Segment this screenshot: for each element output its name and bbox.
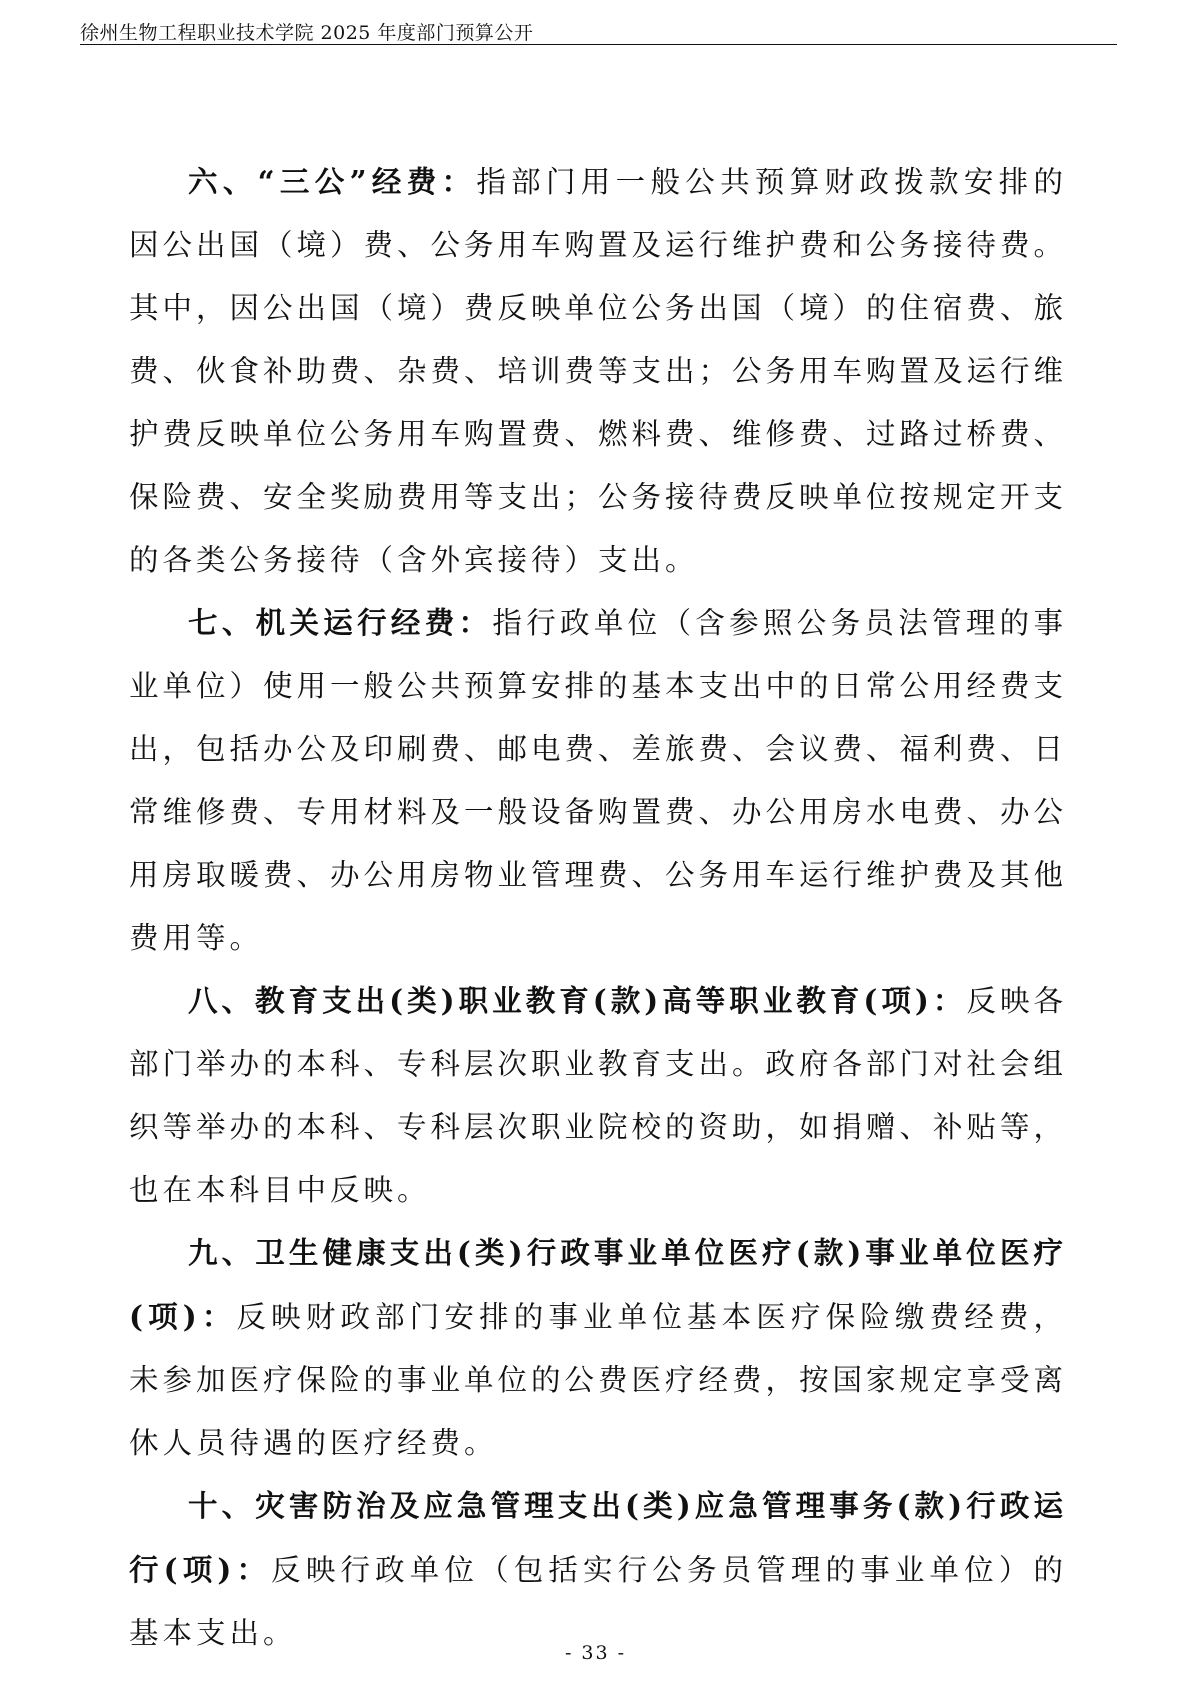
term-heading: 八、教育支出(类)职业教育(款)高等职业教育(项)： <box>188 983 967 1018</box>
paragraph-institution-medical <box>129 1221 1067 1475</box>
paragraph-agency-operating-funds <box>129 591 1067 970</box>
term-definition: 反映各部门举办的本科、专科层次职业教育支出。政府各部门对社会组织等举办的本科、专科层次职业院校的资助，如捐赠、补贴等，也在本科目中反映。 <box>129 984 1068 1207</box>
term-heading: 十、灾害防治及应急管理支出(类)应急管理事务(款)行政运行(项)： <box>129 1488 1067 1587</box>
term-definition: 指部门用一般公共预算财政拨款安排的因公出国（境）费、公务用车购置及运行维护费和公务接待费。其中，因公出国（境）费反映单位公务出国（境）的住宿费、旅费、伙食补助费、杂费、培训费等支出；公务用车购置及运行维护费反映单位公务用车购置费、燃料费、维修费、过路过桥费、保险费、安全奖励费用等支出；公务接待费反映单位按规定开支的各类公务接待（含外宾接待）支出。 <box>129 165 1068 577</box>
paragraph-higher-vocational-education <box>129 969 1067 1222</box>
term-definition: 反映行政单位（包括实行公务员管理的事业单位）的基本支出。 <box>129 1553 1067 1650</box>
term-definition: 指行政单位（含参照公务员法管理的事业单位）使用一般公共预算安排的基本支出中的日常公用经费支出，包括办公及印刷费、邮电费、差旅费、会议费、福利费、日常维修费、专用材料及一般设备购置费、办公用房水电费、办公用房取暖费、办公用房物业管理费、公务用车运行维护费及其他费用等。 <box>129 606 1068 955</box>
term-definition: 反映财政部门安排的事业单位基本医疗保险缴费经费，未参加医疗保险的事业单位的公费医疗经费，按国家规定享受离休人员待遇的医疗经费。 <box>129 1300 1068 1460</box>
body-content <box>129 150 1067 1664</box>
paragraph-emergency-management <box>129 1474 1067 1665</box>
page-number: - 33 - <box>564 1642 627 1664</box>
term-heading: 九、卫生健康支出(类)行政事业单位医疗(款)事业单位医疗(项)： <box>129 1235 1067 1334</box>
running-header-title: 徐州生物工程职业技术学院 2025 年度部门预算公开 <box>80 22 534 44</box>
paragraph-sangong-funds <box>129 150 1067 592</box>
header-divider <box>80 44 1117 45</box>
term-heading: 六、“三公”经费： <box>188 164 477 199</box>
term-heading: 七、机关运行经费： <box>188 605 493 640</box>
